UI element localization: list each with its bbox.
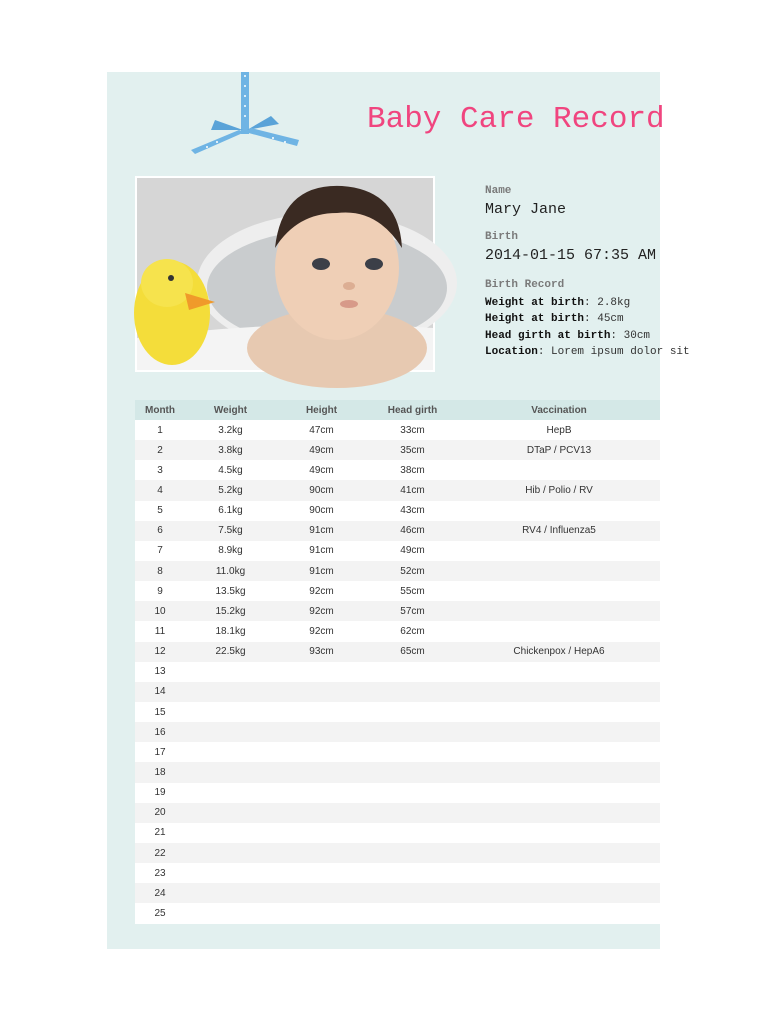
cell-head-girth: 62cm	[367, 621, 458, 641]
col-weight: Weight	[185, 400, 276, 420]
cell-head-girth: 35cm	[367, 440, 458, 460]
cell-head-girth: 46cm	[367, 521, 458, 541]
cell-head-girth	[367, 682, 458, 702]
cell-month: 19	[135, 783, 185, 803]
name-label: Name	[485, 185, 512, 197]
cell-weight	[185, 783, 276, 803]
cell-month: 2	[135, 440, 185, 460]
cell-height: 90cm	[276, 480, 367, 500]
cell-height: 92cm	[276, 621, 367, 641]
cell-height	[276, 742, 367, 762]
cell-weight	[185, 803, 276, 823]
table-body	[135, 420, 660, 924]
cell-weight	[185, 903, 276, 923]
cell-weight	[185, 883, 276, 903]
cell-month: 9	[135, 581, 185, 601]
cell-weight	[185, 762, 276, 782]
cell-vaccination	[458, 460, 660, 480]
birth-label: Birth	[485, 231, 519, 243]
cell-height	[276, 702, 367, 722]
cell-vaccination	[458, 581, 660, 601]
birth-weight-line: Weight at birth: 2.8kg	[485, 297, 631, 309]
cell-height	[276, 883, 367, 903]
cell-height: 47cm	[276, 420, 367, 440]
cell-vaccination: Chickenpox / HepA6	[458, 642, 660, 662]
cell-vaccination	[458, 863, 660, 883]
cell-height	[276, 722, 367, 742]
cell-month: 1	[135, 420, 185, 440]
col-height: Height	[276, 400, 367, 420]
table-row	[135, 783, 660, 803]
birth-head-line: Head girth at birth: 30cm	[485, 329, 651, 342]
cell-height: 91cm	[276, 521, 367, 541]
cell-height: 49cm	[276, 440, 367, 460]
cell-head-girth	[367, 883, 458, 903]
table-row	[135, 521, 660, 541]
col-month: Month	[135, 400, 185, 420]
table-header-row	[135, 400, 660, 420]
cell-vaccination	[458, 843, 660, 863]
cell-height: 90cm	[276, 501, 367, 521]
cell-vaccination	[458, 501, 660, 521]
table-row	[135, 480, 660, 500]
cell-head-girth	[367, 823, 458, 843]
cell-head-girth	[367, 843, 458, 863]
cell-height	[276, 903, 367, 923]
cell-height	[276, 662, 367, 682]
cell-head-girth: 43cm	[367, 501, 458, 521]
cell-month: 18	[135, 762, 185, 782]
cell-vaccination	[458, 883, 660, 903]
cell-weight: 3.2kg	[185, 420, 276, 440]
cell-weight	[185, 863, 276, 883]
cell-vaccination	[458, 722, 660, 742]
cell-month: 5	[135, 501, 185, 521]
cell-weight: 18.1kg	[185, 621, 276, 641]
table-row	[135, 541, 660, 561]
cell-weight	[185, 823, 276, 843]
cell-month: 15	[135, 702, 185, 722]
cell-vaccination: DTaP / PCV13	[458, 440, 660, 460]
cell-weight	[185, 682, 276, 702]
table-row	[135, 460, 660, 480]
cell-head-girth	[367, 762, 458, 782]
cell-vaccination	[458, 601, 660, 621]
table-row	[135, 662, 660, 682]
cell-vaccination	[458, 903, 660, 923]
cell-head-girth: 52cm	[367, 561, 458, 581]
table-row	[135, 581, 660, 601]
table-row	[135, 843, 660, 863]
cell-weight: 13.5kg	[185, 581, 276, 601]
table-row	[135, 863, 660, 883]
cell-head-girth: 55cm	[367, 581, 458, 601]
col-vaccination: Vaccination	[458, 400, 660, 420]
birth-value: 2014-01-15 67:35 AM	[485, 247, 657, 264]
birth-location-line: Location: Lorem ipsum dolor sit	[485, 345, 690, 358]
cell-head-girth	[367, 903, 458, 923]
table-row	[135, 742, 660, 762]
table-row	[135, 803, 660, 823]
cell-height	[276, 843, 367, 863]
cell-head-girth: 38cm	[367, 460, 458, 480]
ribbon-bow-icon	[187, 72, 302, 162]
cell-month: 6	[135, 521, 185, 541]
table-row	[135, 722, 660, 742]
cell-vaccination: HepB	[458, 420, 660, 440]
cell-head-girth	[367, 742, 458, 762]
cell-head-girth	[367, 662, 458, 682]
table-row	[135, 501, 660, 521]
cell-head-girth: 41cm	[367, 480, 458, 500]
cell-month: 13	[135, 662, 185, 682]
cell-weight	[185, 843, 276, 863]
cell-weight: 4.5kg	[185, 460, 276, 480]
cell-weight	[185, 722, 276, 742]
cell-month: 8	[135, 561, 185, 581]
cell-weight: 15.2kg	[185, 601, 276, 621]
cell-head-girth	[367, 702, 458, 722]
cell-height: 92cm	[276, 601, 367, 621]
cell-height	[276, 682, 367, 702]
cell-month: 4	[135, 480, 185, 500]
cell-height: 91cm	[276, 541, 367, 561]
cell-height: 91cm	[276, 561, 367, 581]
cell-weight	[185, 702, 276, 722]
cell-vaccination	[458, 682, 660, 702]
cell-vaccination: RV4 / Influenza5	[458, 521, 660, 541]
table-row	[135, 702, 660, 722]
cell-head-girth	[367, 722, 458, 742]
cell-month: 22	[135, 843, 185, 863]
cell-vaccination	[458, 783, 660, 803]
cell-height: 49cm	[276, 460, 367, 480]
cell-head-girth	[367, 803, 458, 823]
cell-weight: 11.0kg	[185, 561, 276, 581]
cell-head-girth	[367, 863, 458, 883]
cell-head-girth: 33cm	[367, 420, 458, 440]
cell-weight	[185, 742, 276, 762]
cell-month: 21	[135, 823, 185, 843]
cell-height	[276, 803, 367, 823]
cell-height	[276, 863, 367, 883]
cell-month: 10	[135, 601, 185, 621]
cell-weight: 6.1kg	[185, 501, 276, 521]
cell-month: 25	[135, 903, 185, 923]
cell-month: 11	[135, 621, 185, 641]
cell-vaccination	[458, 742, 660, 762]
cell-vaccination	[458, 621, 660, 641]
table-row	[135, 762, 660, 782]
birth-height-line: Height at birth: 45cm	[485, 313, 624, 326]
table-row	[135, 642, 660, 662]
cell-weight: 5.2kg	[185, 480, 276, 500]
cell-head-girth	[367, 783, 458, 803]
baby-photo	[135, 176, 435, 372]
cell-head-girth: 57cm	[367, 601, 458, 621]
cell-weight: 22.5kg	[185, 642, 276, 662]
profile-info	[485, 185, 690, 360]
cell-month: 16	[135, 722, 185, 742]
cell-weight: 3.8kg	[185, 440, 276, 460]
record-sheet	[107, 72, 690, 949]
cell-height: 93cm	[276, 642, 367, 662]
birth-record-label: Birth Record	[485, 279, 565, 291]
cell-weight: 8.9kg	[185, 541, 276, 561]
cell-month: 12	[135, 642, 185, 662]
table-row	[135, 823, 660, 843]
col-head-girth: Head girth	[367, 400, 458, 420]
table-row	[135, 420, 660, 440]
cell-height	[276, 762, 367, 782]
cell-month: 17	[135, 742, 185, 762]
table-row	[135, 601, 660, 621]
table-row	[135, 903, 660, 923]
cell-vaccination: Hib / Polio / RV	[458, 480, 660, 500]
cell-month: 3	[135, 460, 185, 480]
cell-weight: 7.5kg	[185, 521, 276, 541]
cell-vaccination	[458, 803, 660, 823]
birth-record	[485, 295, 690, 360]
cell-vaccination	[458, 561, 660, 581]
cell-weight	[185, 662, 276, 682]
cell-month: 20	[135, 803, 185, 823]
cell-month: 14	[135, 682, 185, 702]
table-row	[135, 440, 660, 460]
page-title: Baby Care Record	[367, 102, 665, 137]
cell-vaccination	[458, 823, 660, 843]
table-row	[135, 883, 660, 903]
cell-vaccination	[458, 702, 660, 722]
cell-month: 23	[135, 863, 185, 883]
cell-height	[276, 823, 367, 843]
cell-vaccination	[458, 762, 660, 782]
table-row	[135, 621, 660, 641]
table-row	[135, 682, 660, 702]
cell-vaccination	[458, 541, 660, 561]
growth-table	[135, 400, 660, 924]
cell-vaccination	[458, 662, 660, 682]
name-value: Mary Jane	[485, 201, 567, 218]
cell-head-girth: 65cm	[367, 642, 458, 662]
cell-height: 92cm	[276, 581, 367, 601]
cell-head-girth: 49cm	[367, 541, 458, 561]
cell-height	[276, 783, 367, 803]
cell-month: 24	[135, 883, 185, 903]
table-row	[135, 561, 660, 581]
cell-month: 7	[135, 541, 185, 561]
